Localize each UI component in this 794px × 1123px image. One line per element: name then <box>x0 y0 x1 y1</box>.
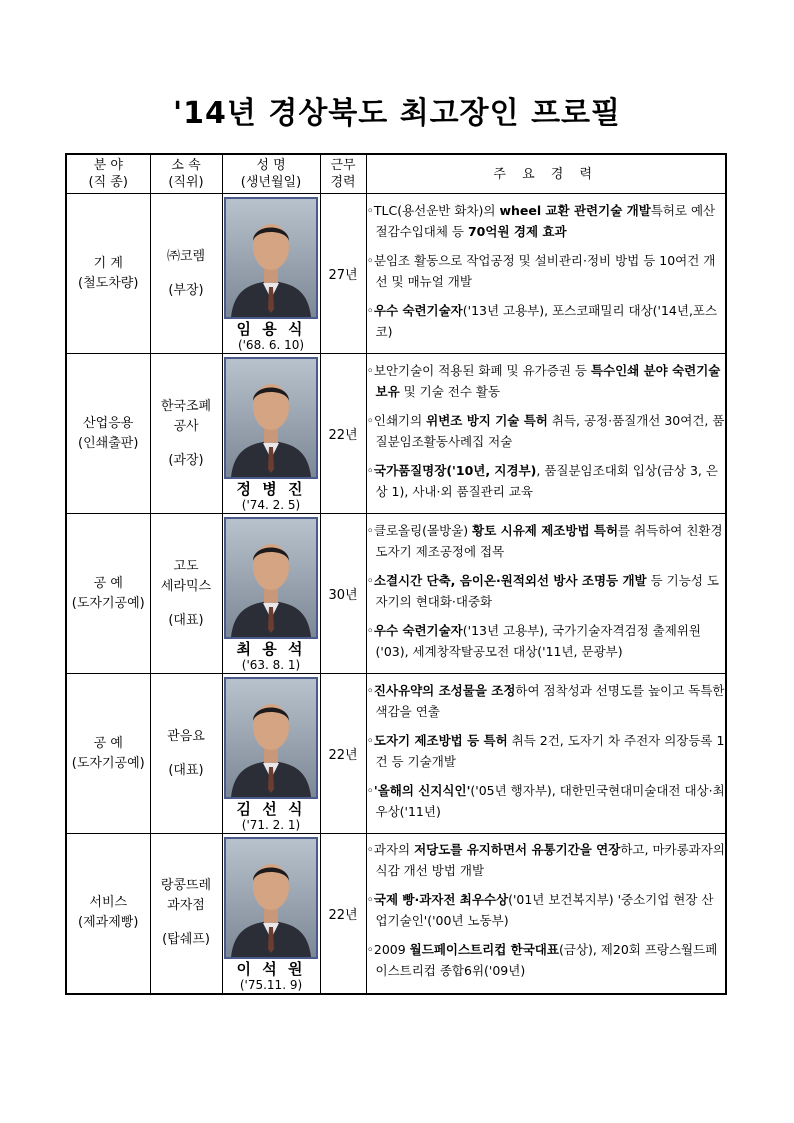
career-item <box>367 730 726 772</box>
career-text-bold: 진사유약의 조성물을 조정 <box>373 682 516 698</box>
career-text-post: 취득 2건, 도자기 차 주전자 의장등록 1건 등 기술개발 <box>375 732 725 769</box>
field-sub: (도자기공예) <box>71 755 145 771</box>
portrait-photo <box>224 197 318 319</box>
person-name: 임 용 식 <box>236 320 306 338</box>
career-text-bold: 저당도를 유지하면서 유통기간을 연장 <box>414 842 621 858</box>
field-cell <box>66 674 150 834</box>
position: (대표) <box>168 762 204 778</box>
career-text-bold: 월드페이스트리컵 한국대표 <box>409 942 559 958</box>
career-item <box>367 889 726 931</box>
career-text-pre: ◦분임조 활동으로 작업공정 및 설비관리·정비 방법 등 10여건 개선 및 매뉴얼 개발 <box>366 252 716 289</box>
header-career: 주 요 경 력 <box>366 154 726 194</box>
company-name-2: 공사 <box>173 418 199 434</box>
career-text-pre: ◦과자의 <box>366 842 415 858</box>
career-text-post: 특허로 예산절감수입대체 등 <box>375 202 716 239</box>
position: (탑쉐프) <box>162 932 210 948</box>
career-text-bold: 위변조 방지 기술 특허 <box>426 412 548 428</box>
field-sub: (도자기공예) <box>71 595 145 611</box>
field-name: 공 예 <box>93 735 123 751</box>
career-cell <box>366 194 726 354</box>
career-item <box>367 620 726 662</box>
position: (부장) <box>168 282 204 298</box>
career-item <box>367 410 726 452</box>
profile-row <box>66 674 726 834</box>
career-text-pre: ◦ <box>366 622 374 638</box>
company-name-2: 세라믹스 <box>160 578 212 594</box>
birth-date: ('68. 6. 10) <box>237 338 305 352</box>
career-item <box>367 360 726 402</box>
career-cell <box>366 674 726 834</box>
career-text-bold: wheel 교환 관련기술 개발 <box>499 202 651 218</box>
career-item <box>367 250 726 292</box>
field-name: 서비스 <box>89 895 128 911</box>
portrait-icon <box>226 519 316 637</box>
company-cell <box>150 354 222 514</box>
career-item <box>367 780 726 822</box>
years-cell: 22년 <box>320 354 366 514</box>
company-name: 랑콩뜨레 <box>160 878 212 894</box>
career-text-post: 및 기술 전수 활동 <box>399 383 501 399</box>
company-name: 한국조폐 <box>160 398 212 414</box>
profile-row <box>66 834 726 994</box>
header-name: 성 명 (생년월일) <box>222 154 320 194</box>
career-text-pre: ◦TLC(용선운반 화차)의 <box>366 202 500 218</box>
company-name: 고도 <box>173 558 199 574</box>
career-text-post: 하여 점착성과 선명도를 높이고 독특한 색감을 연출 <box>375 682 725 719</box>
profile-row <box>66 194 726 354</box>
career-text-pre: ◦ <box>366 302 374 318</box>
field-name: 기 계 <box>93 255 123 271</box>
career-text-post: ('13년 고용부), 국가기술자격검정 출제위원('03), 세계창작탈공모전 대상('11년, 문광부) <box>375 622 701 659</box>
portrait-photo <box>224 837 318 959</box>
header-company: 소 속 (직위) <box>150 154 222 194</box>
career-text-bold2: 70억원 경제 효과 <box>467 223 567 239</box>
portrait-icon <box>226 839 316 957</box>
career-text-pre: ◦ <box>366 462 374 478</box>
career-text-post: (금상), 제20회 프랑스월드페이스트리컵 종합6위('09년) <box>375 942 718 979</box>
birth-date: ('71. 2. 1) <box>241 818 301 832</box>
field-sub: (인쇄출판) <box>78 435 139 451</box>
birth-date: ('74. 2. 5) <box>241 498 301 512</box>
company-cell <box>150 834 222 994</box>
portrait-icon <box>226 359 316 477</box>
years-cell: 30년 <box>320 514 366 674</box>
career-text-post: , 품질분임조대회 입상(금상 3, 은상 1), 사내·외 품질관리 교육 <box>375 462 718 499</box>
profile-row <box>66 354 726 514</box>
company-cell <box>150 514 222 674</box>
career-text-bold: 국제 빵·과자전 최우수상 <box>373 892 509 908</box>
field-cell <box>66 194 150 354</box>
career-cell <box>366 834 726 994</box>
person-name: 김 선 식 <box>236 800 306 818</box>
years-cell: 22년 <box>320 834 366 994</box>
company-name-2: 과자점 <box>167 898 205 914</box>
career-cell <box>366 514 726 674</box>
career-text-pre: ◦ <box>366 682 374 698</box>
career-item <box>367 570 726 612</box>
field-sub: (제과제빵) <box>78 915 139 931</box>
birth-date: ('63. 8. 1) <box>241 658 301 672</box>
career-text-pre: ◦ <box>366 732 374 748</box>
profile-row <box>66 514 726 674</box>
photo-cell <box>222 834 320 994</box>
field-cell <box>66 354 150 514</box>
career-text-bold: 도자기 제조방법 등 특허 <box>373 732 508 748</box>
career-text-post: 등 기능성 도자기의 현대화·대중화 <box>375 572 719 609</box>
header-field: 분 야 (직 종) <box>66 154 150 194</box>
career-item <box>367 460 726 502</box>
header-row <box>66 154 726 194</box>
header-years: 근무 경력 <box>320 154 366 194</box>
career-text-bold: 황토 시유제 제조방법 특허 <box>472 522 619 538</box>
photo-cell <box>222 194 320 354</box>
field-name: 공 예 <box>93 575 123 591</box>
portrait-icon <box>226 199 316 317</box>
career-text-post: ('05년 행자부), 대한민국현대미술대전 대상·최우상('11년) <box>375 782 725 819</box>
page-title: '14년 경상북도 최고장인 프로필 <box>172 96 622 131</box>
career-text-bold: 국가품질명장('10년, 지경부) <box>373 462 537 478</box>
years-cell: 22년 <box>320 674 366 834</box>
career-item <box>367 680 726 722</box>
career-text-post: 하고, 마카롱과자의 식감 개선 방법 개발 <box>375 842 725 879</box>
career-text-bold: 소결시간 단축, 음이온·원적외선 방사 조명등 개발 <box>373 572 647 588</box>
photo-cell <box>222 674 320 834</box>
position: (과장) <box>168 452 204 468</box>
person-name: 정 병 진 <box>236 480 306 498</box>
field-cell <box>66 834 150 994</box>
career-text-pre: ◦클로올링(몰방울) <box>366 522 473 538</box>
career-text-pre: ◦ <box>366 892 374 908</box>
career-item <box>367 300 726 342</box>
profile-table <box>65 153 727 995</box>
career-text-bold: 특수인쇄 분야 숙련기술 보유 <box>375 362 721 399</box>
career-text-pre: ◦ <box>366 572 374 588</box>
career-text-bold: 우수 숙련기술자 <box>373 622 463 638</box>
career-item <box>367 520 726 562</box>
career-text-pre: ◦인쇄기의 <box>366 412 427 428</box>
company-cell <box>150 674 222 834</box>
person-name: 최 용 석 <box>236 640 306 658</box>
field-name: 산업응용 <box>83 415 134 431</box>
field-sub: (철도차량) <box>78 275 139 291</box>
career-text-post: 를 취득하여 친환경 도자기 제조공정에 접목 <box>375 522 723 559</box>
career-text-pre: ◦ <box>366 782 374 798</box>
career-text-post: ('01년 보건복지부) '중소기업 현장 산업기술인'('00년 노동부) <box>375 892 714 929</box>
company-cell <box>150 194 222 354</box>
career-text-post: 취득, 공정·품질개선 30여건, 품질분임조활동사례집 저술 <box>375 412 725 449</box>
career-item <box>367 200 726 242</box>
career-text-bold: '올해의 신지식인' <box>373 782 471 798</box>
photo-cell <box>222 514 320 674</box>
portrait-photo <box>224 517 318 639</box>
photo-cell <box>222 354 320 514</box>
career-text-pre: ◦보안기술이 적용된 화폐 및 유가증권 등 <box>366 362 591 378</box>
career-item <box>367 839 726 881</box>
portrait-photo <box>224 677 318 799</box>
career-item <box>367 939 726 981</box>
career-text-pre: ◦2009 <box>366 942 410 958</box>
years-cell: 27년 <box>320 194 366 354</box>
company-name: 관음요 <box>167 728 205 744</box>
field-cell <box>66 514 150 674</box>
career-text-bold: 우수 숙련기술자 <box>373 302 463 318</box>
career-text-post: ('13년 고용부), 포스코패밀리 대상('14년,포스코) <box>375 302 718 339</box>
company-name: ㈜코렘 <box>166 248 206 264</box>
portrait-icon <box>226 679 316 797</box>
birth-date: ('75.11. 9) <box>239 977 303 992</box>
portrait-photo <box>224 357 318 479</box>
position: (대표) <box>168 612 204 628</box>
person-name: 이 석 원 <box>236 959 306 978</box>
career-cell <box>366 354 726 514</box>
